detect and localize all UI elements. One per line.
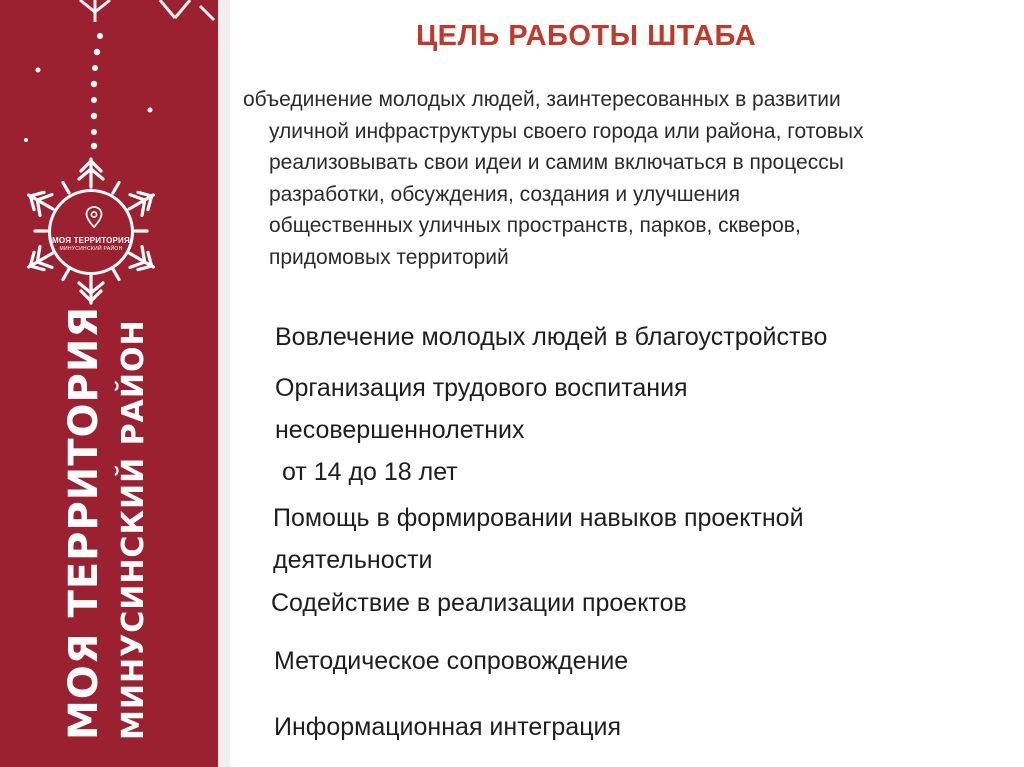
intro-line: общественных уличных пространств, парков, скверов, xyxy=(269,214,801,237)
goal-item xyxy=(273,497,804,581)
banner-title-line1: МОЯ ТЕРРИТОРИЯ xyxy=(61,305,107,740)
intro-line: разработки, обсуждения, создания и улучшения xyxy=(269,182,740,206)
intro-line: уличной инфраструктуры своего города или района, готовых xyxy=(269,119,864,143)
goal-line: несовершеннолетних xyxy=(275,416,525,444)
goal-line: Вовлечение молодых людей в благоустройство xyxy=(275,323,828,351)
banner-edge-strip xyxy=(218,0,230,767)
goal-line: Организация трудового воспитания xyxy=(275,374,688,402)
banner-title-line2: МИНУСИНСКИЙ РАЙОН xyxy=(116,319,151,740)
side-banner xyxy=(0,0,218,767)
goal-line: Помощь в формировании навыков проектной xyxy=(273,504,804,532)
goal-line: Содействие в реализации проектов xyxy=(271,589,687,617)
goal-line: Информационная интеграция xyxy=(274,713,622,741)
page-title: ЦЕЛЬ РАБОТЫ ШТАБА xyxy=(416,20,757,52)
goal-item xyxy=(275,367,688,493)
goal-item xyxy=(274,640,628,682)
vertical-banner-title xyxy=(60,305,152,740)
logo-text: МОЯ ТЕРРИТОРИЯ xyxy=(52,236,130,245)
goal-item xyxy=(274,706,621,748)
logo-badge xyxy=(48,189,134,275)
intro-line: реализовывать свои идеи и самим включаться в процессы xyxy=(269,151,844,174)
logo-subtext: МИНУСИНСКИЙ РАЙОН xyxy=(59,246,123,252)
goal-line: от 14 до 18 лет xyxy=(275,458,458,486)
goal-item xyxy=(271,582,687,624)
goal-item xyxy=(275,316,827,358)
goal-line: деятельности xyxy=(273,546,433,574)
intro-paragraph xyxy=(243,84,1011,273)
goal-line: Методическое сопровождение xyxy=(274,647,629,675)
intro-line: придомовых территорий xyxy=(269,245,509,269)
location-pin-icon xyxy=(85,206,103,228)
intro-line: объединение молодых людей, заинтересованных в развитии xyxy=(243,88,841,111)
